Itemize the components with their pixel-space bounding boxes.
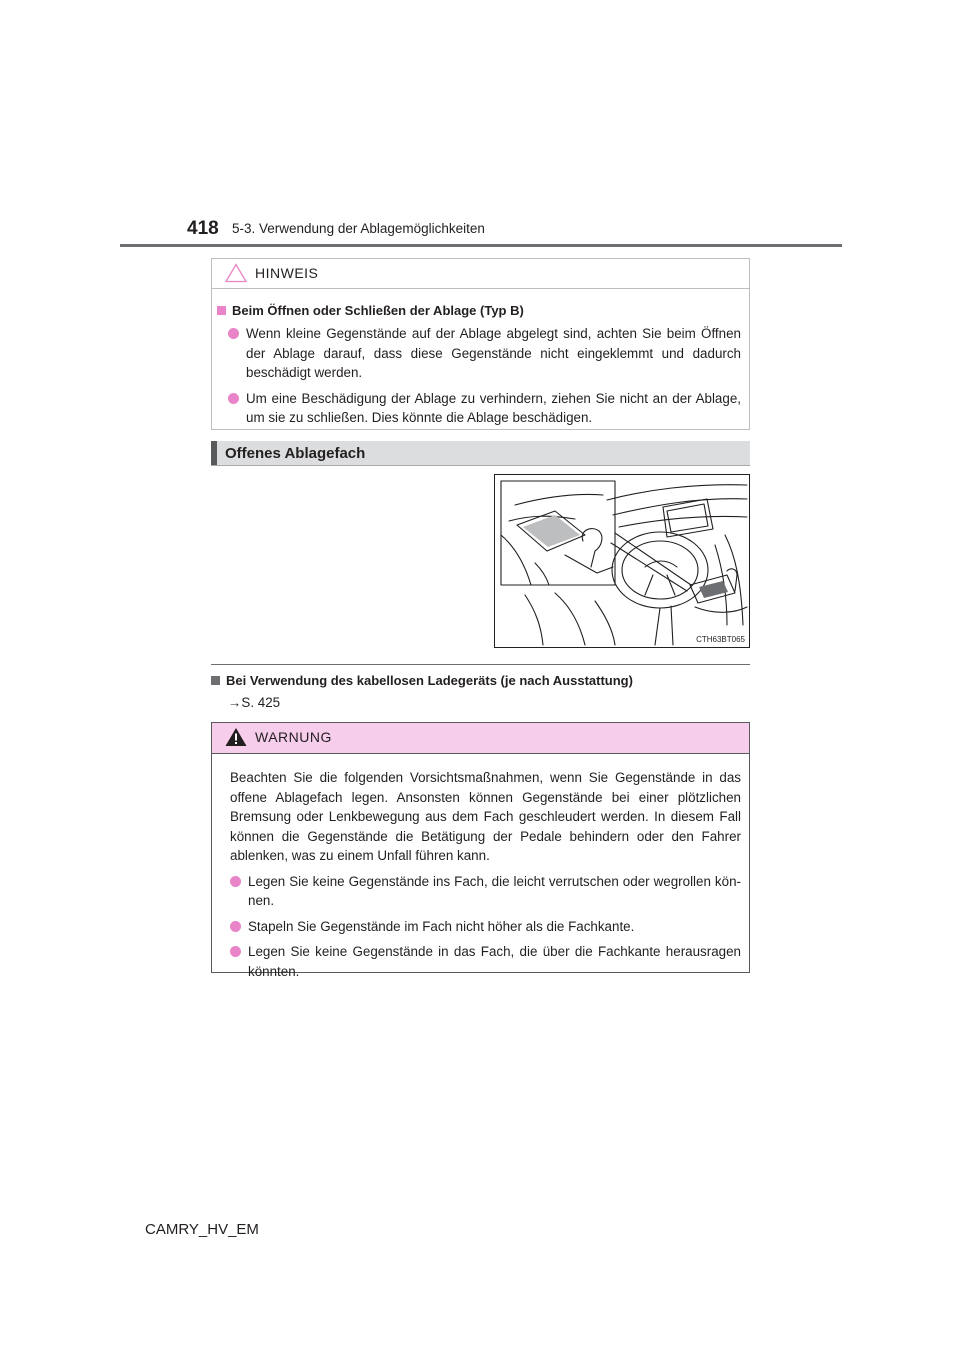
warning-box bbox=[211, 722, 750, 979]
section-banner-title: Offenes Ablagefach bbox=[225, 445, 366, 462]
warning-item bbox=[230, 872, 741, 911]
warning-label: WARNUNG bbox=[255, 729, 332, 745]
wireless-charger-heading-text: Bei Verwendung des kabellosen Ladegeräts (je nach Ausstattung) bbox=[226, 673, 633, 688]
warning-triangle-icon bbox=[225, 727, 247, 747]
bullet-dot-icon bbox=[228, 328, 239, 339]
warning-item bbox=[230, 942, 741, 981]
caution-item-text: Um eine Beschädigung der Ablage zu verhindern, ziehen Sie nicht an der Ablage, um sie zu schließen. Dies könnte die Ablage beschädigen. bbox=[246, 390, 741, 425]
section-banner bbox=[211, 441, 750, 466]
caution-subheading-text: Beim Öffnen oder Schließen der Ablage (Typ B) bbox=[232, 303, 524, 318]
banner-accent-bar bbox=[211, 441, 217, 465]
footer-model-code: CAMRY_HV_EM bbox=[145, 1221, 259, 1238]
wireless-charger-heading bbox=[211, 673, 750, 688]
header-rule bbox=[120, 244, 842, 247]
page-number: 418 bbox=[187, 218, 219, 239]
warning-item-text: Legen Sie keine Gegenstände ins Fach, die leicht verrutschen oder wegrollen kön-nen. bbox=[248, 873, 741, 908]
warning-item-text: Legen Sie keine Gegenstände in das Fach, die über die Fachkante herausragen könnten. bbox=[248, 944, 741, 979]
caution-subheading bbox=[217, 303, 741, 318]
square-bullet-icon bbox=[211, 676, 220, 685]
warning-intro: Beachten Sie die folgenden Vorsichtsmaßnahmen, wenn Sie Gegenstände in das offene Ablagefach legen. Ansonsten können Gegenstände bei einer plötzlichen Bremsung oder Lenkbewegung aus dem Fach geschleudert werden. In diesem Fall können die Gegenstände die Betätigung der Pedale behindern oder den Fahrer ablenken, was zu einem Unfall führen kann. bbox=[230, 770, 741, 863]
caution-triangle-icon bbox=[225, 263, 247, 283]
caution-header bbox=[212, 259, 749, 289]
section-title: 5-3. Verwendung der Ablagemöglichkeiten bbox=[232, 221, 485, 236]
car-interior-drawing bbox=[495, 475, 749, 647]
caution-item bbox=[228, 389, 741, 428]
caution-item bbox=[228, 324, 741, 383]
warning-header bbox=[212, 723, 749, 754]
caution-box bbox=[211, 258, 750, 430]
bullet-dot-icon bbox=[230, 921, 241, 932]
bullet-dot-icon bbox=[228, 393, 239, 404]
console-tray-illustration bbox=[494, 474, 750, 648]
bullet-dot-icon bbox=[230, 876, 241, 887]
warning-item-text: Stapeln Sie Gegenstände im Fach nicht höher als die Fachkante. bbox=[248, 918, 635, 934]
page-reference-link[interactable]: →S. 425 bbox=[228, 695, 281, 710]
caution-label: HINWEIS bbox=[255, 265, 319, 281]
caution-item-text: Wenn kleine Gegenstände auf der Ablage abgelegt sind, achten Sie beim Öffnen der Ablage darauf, dass diese Gegenstände nicht eingeklemmt und dadurch beschädigt werden. bbox=[246, 326, 741, 380]
bullet-dot-icon bbox=[230, 946, 241, 957]
content-rule bbox=[211, 664, 750, 665]
square-bullet-icon bbox=[217, 306, 226, 315]
figure-code: CTH63BT065 bbox=[696, 635, 745, 644]
warning-item bbox=[230, 917, 741, 937]
